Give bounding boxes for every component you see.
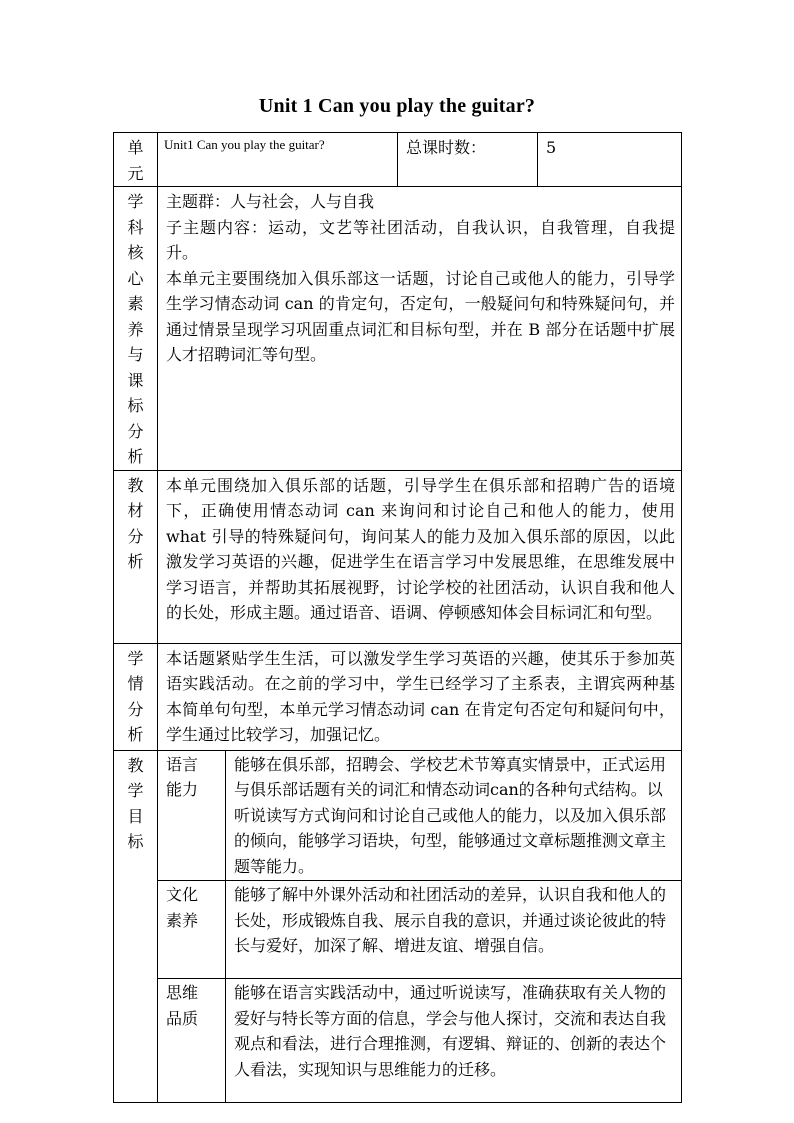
goal-text: 能够在语言实践活动中，通过听说读写，准确获取有关人物的爱好与特长等方面的信息，学会与他人探讨，交流和表达自我观点和看法，进行合理推测，有逻辑、辩证的、创新的表达个人看法，实现知识与思维能力的迁移。 bbox=[226, 979, 682, 1103]
hours-value: 5 bbox=[538, 133, 682, 187]
goal-text: 能够了解中外课外活动和社团活动的差异，认识自我和他人的长处，形成锻炼自我、展示自我的意识，并通过谈论彼此的特长与爱好，加深了解、增进友谊、增强自信。 bbox=[226, 881, 682, 979]
unit-label: 单 元 bbox=[114, 133, 158, 187]
unit-name: Unit1 Can you play the guitar? bbox=[158, 133, 398, 187]
textbook-label: 教 材 分 析 bbox=[114, 470, 158, 643]
core-literacy-row bbox=[114, 187, 682, 471]
core-literacy-label: 学 科 核 心 素 养 与 课 标 分 析 bbox=[114, 187, 158, 471]
goal-row bbox=[114, 979, 682, 1103]
students-text: 本话题紧贴学生生活，可以激发学生学习英语的兴趣，使其乐于参加英语实践活动。在之前的学习中，学生已经学习了主系表，主谓宾两种基本简单句句型，本单元学习情态动词 can 在肯定句否定句和疑问句中，学生通过比较学习，加强记忆。 bbox=[158, 643, 682, 750]
textbook-text: 本单元围绕加入俱乐部的话题，引导学生在俱乐部和招聘广告的语境下，正确使用情态动词 can 来询问和讨论自己和他人的能力，使用 what 引导的特殊疑问句，询问某人的能力及加入俱乐部的原因，以此激发学习英语的兴趣，促进学生在语言学习中发展思维，在思维发展中学习语言，并帮助其拓展视野，讨论学校的社团活动，认识自我和他人的长处，形成主题。通过语音、语调、停顿感知体会目标词汇和句型。 bbox=[158, 470, 682, 643]
textbook-row bbox=[114, 470, 682, 643]
core-literacy-text bbox=[158, 187, 682, 471]
hours-label: 总课时数： bbox=[398, 133, 538, 187]
goal-text: 能够在俱乐部，招聘会、学校艺术节筹真实情景中，正式运用与俱乐部话题有关的词汇和情态动词can的各种句式结构。以听说读写方式询问和讨论自己或他人的能力，以及加入俱乐部的倾向，能够学习语块，句型，能够通过文章标题推测文章主题等能力。 bbox=[226, 750, 682, 881]
page-title: Unit 1 Can you play the guitar? bbox=[258, 95, 536, 117]
sub-theme: 子主题内容：运动，文艺等社团活动，自我认识，自我管理，自我提升。 bbox=[166, 217, 676, 262]
goals-label: 教 学 目 标 bbox=[114, 750, 158, 1103]
goal-row bbox=[114, 750, 682, 881]
goal-label: 语言 能力 bbox=[158, 750, 226, 881]
students-row bbox=[114, 643, 682, 750]
unit-summary: 本单元主要围绕加入俱乐部这一话题，讨论自己或他人的能力，引导学生学习情态动词 can 的肯定句，否定句，一般疑问句和特殊疑问句，并通过情景呈现学习巩固重点词汇和目标句型，并在 B 部分在话题中扩展人才招聘词汇等句型。 bbox=[166, 268, 676, 364]
unit-row bbox=[114, 133, 682, 187]
theme-group: 主题群：人与社会，人与自我 bbox=[166, 192, 375, 211]
goal-label: 文化 素养 bbox=[158, 881, 226, 979]
goal-row bbox=[114, 881, 682, 979]
students-label: 学 情 分 析 bbox=[114, 643, 158, 750]
goal-label: 思维 品质 bbox=[158, 979, 226, 1103]
lesson-plan-table bbox=[113, 132, 682, 1103]
